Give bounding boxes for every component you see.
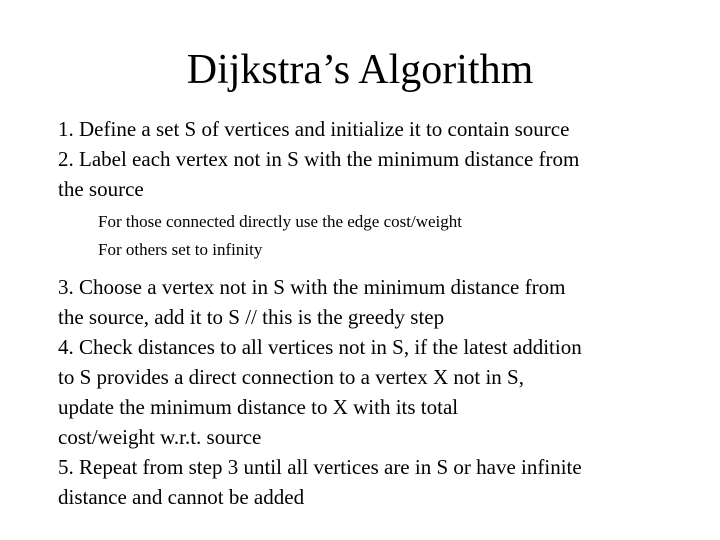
step-5-line-1: 5. Repeat from step 3 until all vertices are in S or have infinite	[58, 455, 582, 479]
step-3	[58, 272, 688, 332]
step-1-line-1: 1. Define a set S of vertices and initialize it to contain source	[58, 117, 570, 141]
step-5	[58, 452, 688, 512]
step-4-line-3: update the minimum distance to X with its total	[58, 395, 459, 419]
step-2-sub-item-2: For others set to infinity	[98, 240, 263, 259]
step-2-sub-list	[58, 208, 688, 264]
step-5-line-2: distance and cannot be added	[58, 485, 305, 509]
slide-title: Dijkstra’s Algorithm	[186, 47, 534, 93]
step-3-line-2: the source, add it to S // this is the greedy step	[58, 305, 445, 329]
step-3-line-1: 3. Choose a vertex not in S with the minimum distance from	[58, 275, 566, 299]
step-4-line-4: cost/weight w.r.t. source	[58, 425, 262, 449]
step-2-sub-item-1: For those connected directly use the edge cost/weight	[98, 212, 462, 231]
step-4-line-2: to S provides a direct connection to a vertex X not in S,	[58, 365, 524, 389]
step-2-line-1: 2. Label each vertex not in S with the minimum distance from	[58, 147, 580, 171]
step-2-line-2: the source	[58, 177, 144, 201]
step-4	[58, 332, 688, 452]
slide-content	[58, 114, 688, 512]
step-2	[58, 144, 688, 204]
step-4-line-1: 4. Check distances to all vertices not in S, if the latest addition	[58, 335, 582, 359]
step-1	[58, 114, 688, 144]
